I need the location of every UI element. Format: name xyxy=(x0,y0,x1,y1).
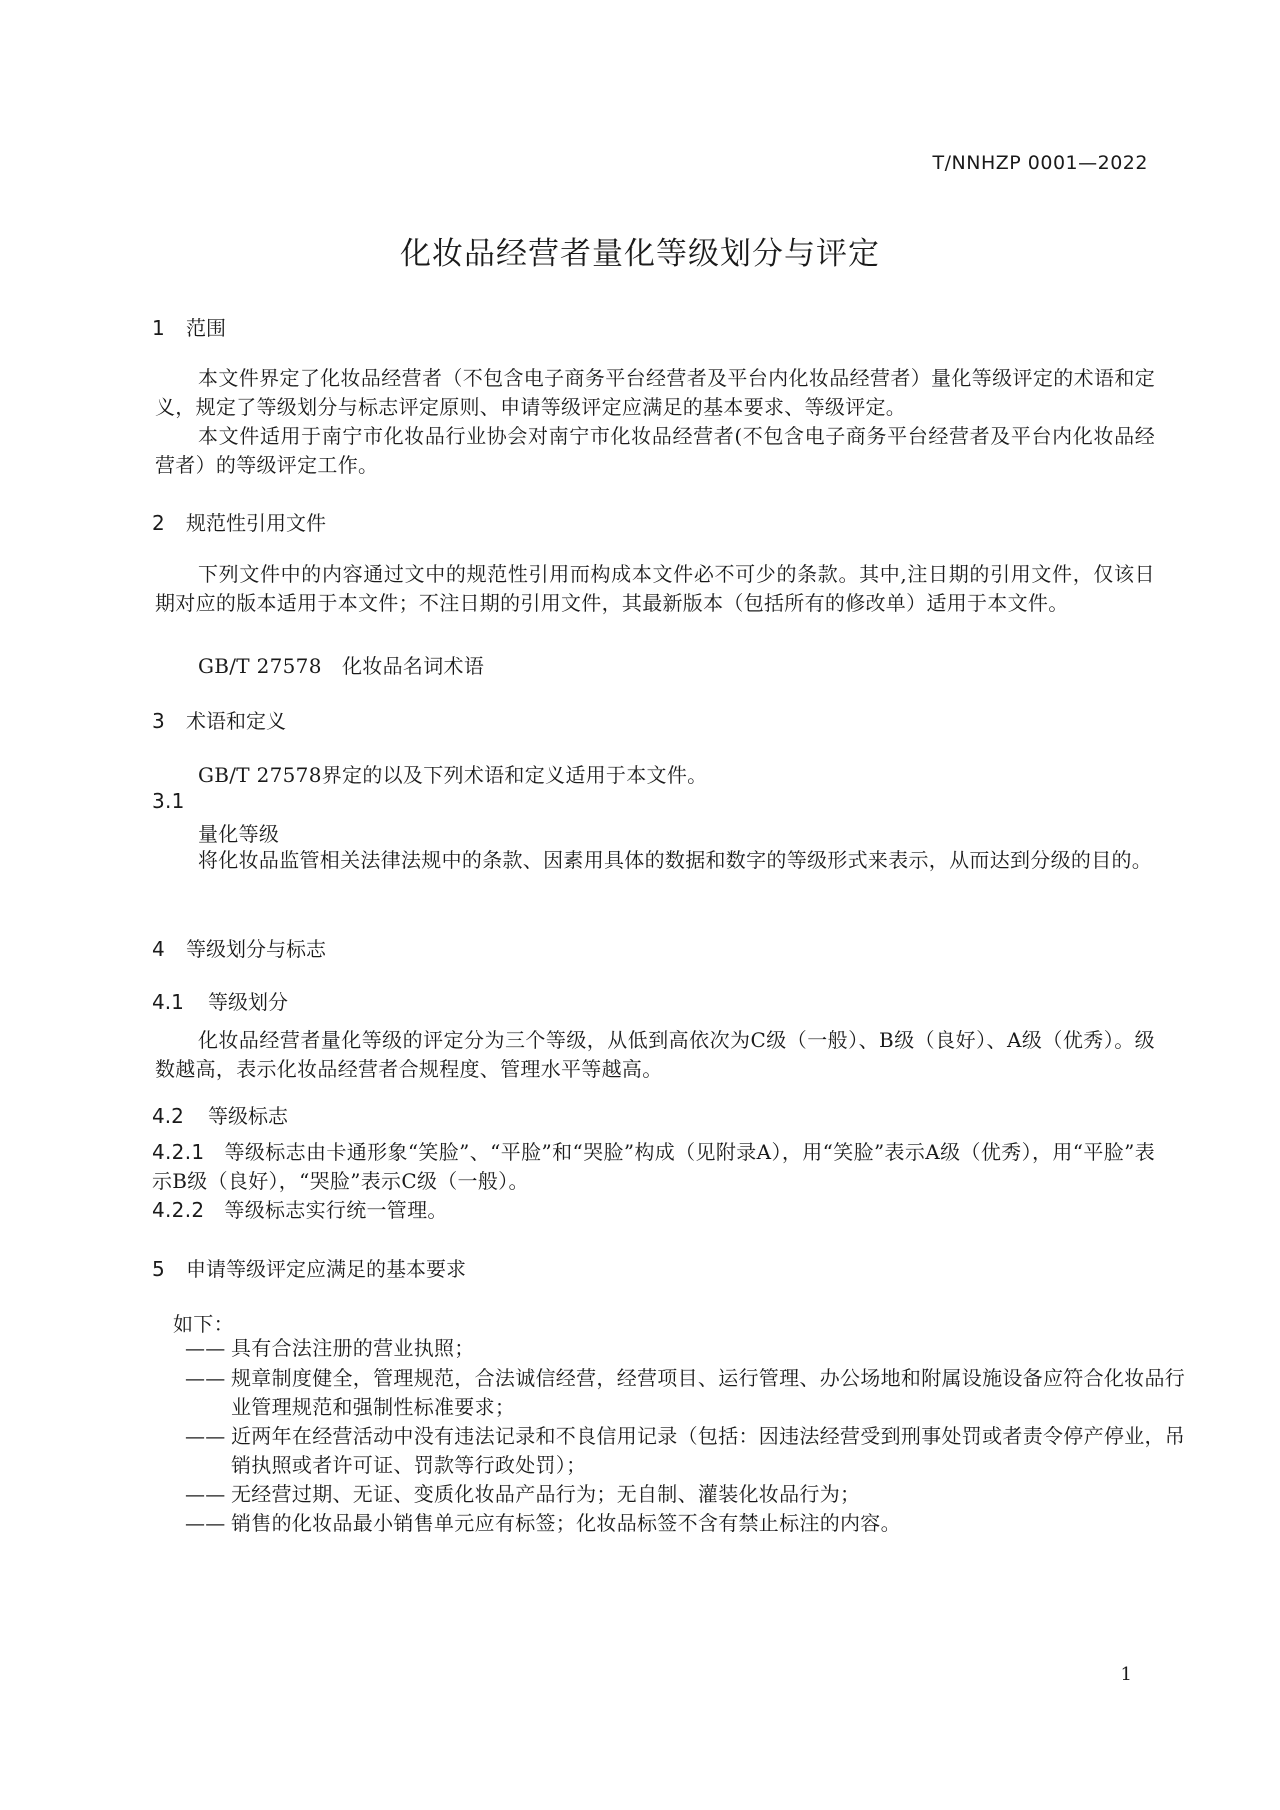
section-4-1-paragraph: 化妆品经营者量化等级的评定分为三个等级，从低到高依次为C级（一般）、B级（良好）、A级（优秀）。级数越高，表示化妆品经营者合规程度、管理水平等越高。 xyxy=(155,1028,1155,1081)
standard-code: T/NNHZP 0001—2022 xyxy=(932,152,1148,174)
section-3-intro: GB/T 27578界定的以及下列术语和定义适用于本文件。 xyxy=(198,763,708,787)
term-definition: 将化妆品监管相关法律法规中的条款、因素用具体的数据和数字的等级形式来表示，从而达到分级的目的。 xyxy=(198,848,1153,872)
section-number: 3 xyxy=(152,709,165,733)
term-name: 量化等级 xyxy=(198,822,280,846)
section-title: 范围 xyxy=(186,316,226,340)
section-1-paragraph-2: 本文件适用于南宁市化妆品行业协会对南宁市化妆品经营者(不包含电子商务平台经营者及平台内化妆品经营者）的等级评定工作。 xyxy=(155,424,1155,477)
dash-marker: —— xyxy=(185,1424,226,1448)
clause-text: 等级标志实行统一管理。 xyxy=(224,1198,448,1222)
subsection-title: 等级标志 xyxy=(208,1104,288,1128)
dash-marker: —— xyxy=(185,1336,226,1360)
section-number: 1 xyxy=(152,316,165,340)
section-title: 等级划分与标志 xyxy=(186,937,326,961)
requirement-item xyxy=(185,1334,1201,1363)
subsection-number: 4.2 xyxy=(152,1104,184,1128)
section-5-intro: 如下： xyxy=(173,1312,234,1336)
requirement-text: 销售的化妆品最小销售单元应有标签；化妆品标签不含有禁止标注的内容。 xyxy=(231,1511,901,1535)
section-2-heading xyxy=(152,507,326,536)
section-3-heading xyxy=(152,705,286,734)
page-number: 1 xyxy=(1120,1664,1132,1685)
clause-4-2-2 xyxy=(152,1196,1155,1225)
subsection-title: 等级划分 xyxy=(208,990,288,1014)
clause-text: 等级标志由卡通形象“笑脸”、“平脸”和“哭脸”构成（见附录A），用“笑脸”表示A级（优秀），用“平脸”表示B级（良好），“哭脸”表示C级（一般）。 xyxy=(152,1140,1155,1193)
dash-marker: —— xyxy=(185,1366,226,1390)
dash-marker: —— xyxy=(185,1482,226,1506)
section-1-paragraph-1: 本文件界定了化妆品经营者（不包含电子商务平台经营者及平台内化妆品经营者）量化等级评定的术语和定义，规定了等级划分与标志评定原则、申请等级评定应满足的基本要求、等级评定。 xyxy=(155,366,1155,419)
requirement-text: 近两年在经营活动中没有违法记录和不良信用记录（包括：因违法经营受到刑事处罚或者责令停产停业，吊销执照或者许可证、罚款等行政处罚）； xyxy=(231,1424,1186,1477)
section-number: 5 xyxy=(152,1257,165,1281)
normative-reference: GB/T 27578 化妆品名词术语 xyxy=(198,654,485,678)
section-1-heading xyxy=(152,312,226,341)
requirement-text: 无经营过期、无证、变质化妆品产品行为；无自制、灌装化妆品行为； xyxy=(231,1482,861,1506)
clause-number: 4.2.2 xyxy=(152,1198,205,1222)
requirement-item xyxy=(185,1422,1201,1480)
section-4-1-heading xyxy=(152,986,288,1015)
requirement-item xyxy=(185,1364,1201,1422)
subsection-number: 4.1 xyxy=(152,990,184,1014)
section-4-2-heading xyxy=(152,1100,288,1129)
dash-marker: —— xyxy=(185,1511,226,1535)
document-title: 化妆品经营者量化等级划分与评定 xyxy=(400,236,880,272)
section-number: 4 xyxy=(152,937,165,961)
term-number: 3.1 xyxy=(152,789,185,813)
section-title: 规范性引用文件 xyxy=(186,511,326,535)
requirement-item xyxy=(185,1480,1201,1509)
section-title: 申请等级评定应满足的基本要求 xyxy=(186,1257,466,1281)
section-4-heading xyxy=(152,933,326,962)
requirement-text: 规章制度健全，管理规范，合法诚信经营，经营项目、运行管理、办公场地和附属设施设备应符合化妆品行业管理规范和强制性标准要求； xyxy=(231,1366,1186,1419)
section-2-paragraph: 下列文件中的内容通过文中的规范性引用而构成本文件必不可少的条款。其中,注日期的引用文件，仅该日期对应的版本适用于本文件；不注日期的引用文件，其最新版本（包括所有的修改单）适用于本文件。 xyxy=(155,562,1155,615)
section-title: 术语和定义 xyxy=(186,709,286,733)
section-number: 2 xyxy=(152,511,165,535)
requirement-item xyxy=(185,1509,1201,1538)
clause-4-2-1 xyxy=(152,1138,1155,1196)
clause-number: 4.2.1 xyxy=(152,1140,205,1164)
requirement-text: 具有合法注册的营业执照； xyxy=(231,1336,475,1360)
section-5-heading xyxy=(152,1253,466,1282)
